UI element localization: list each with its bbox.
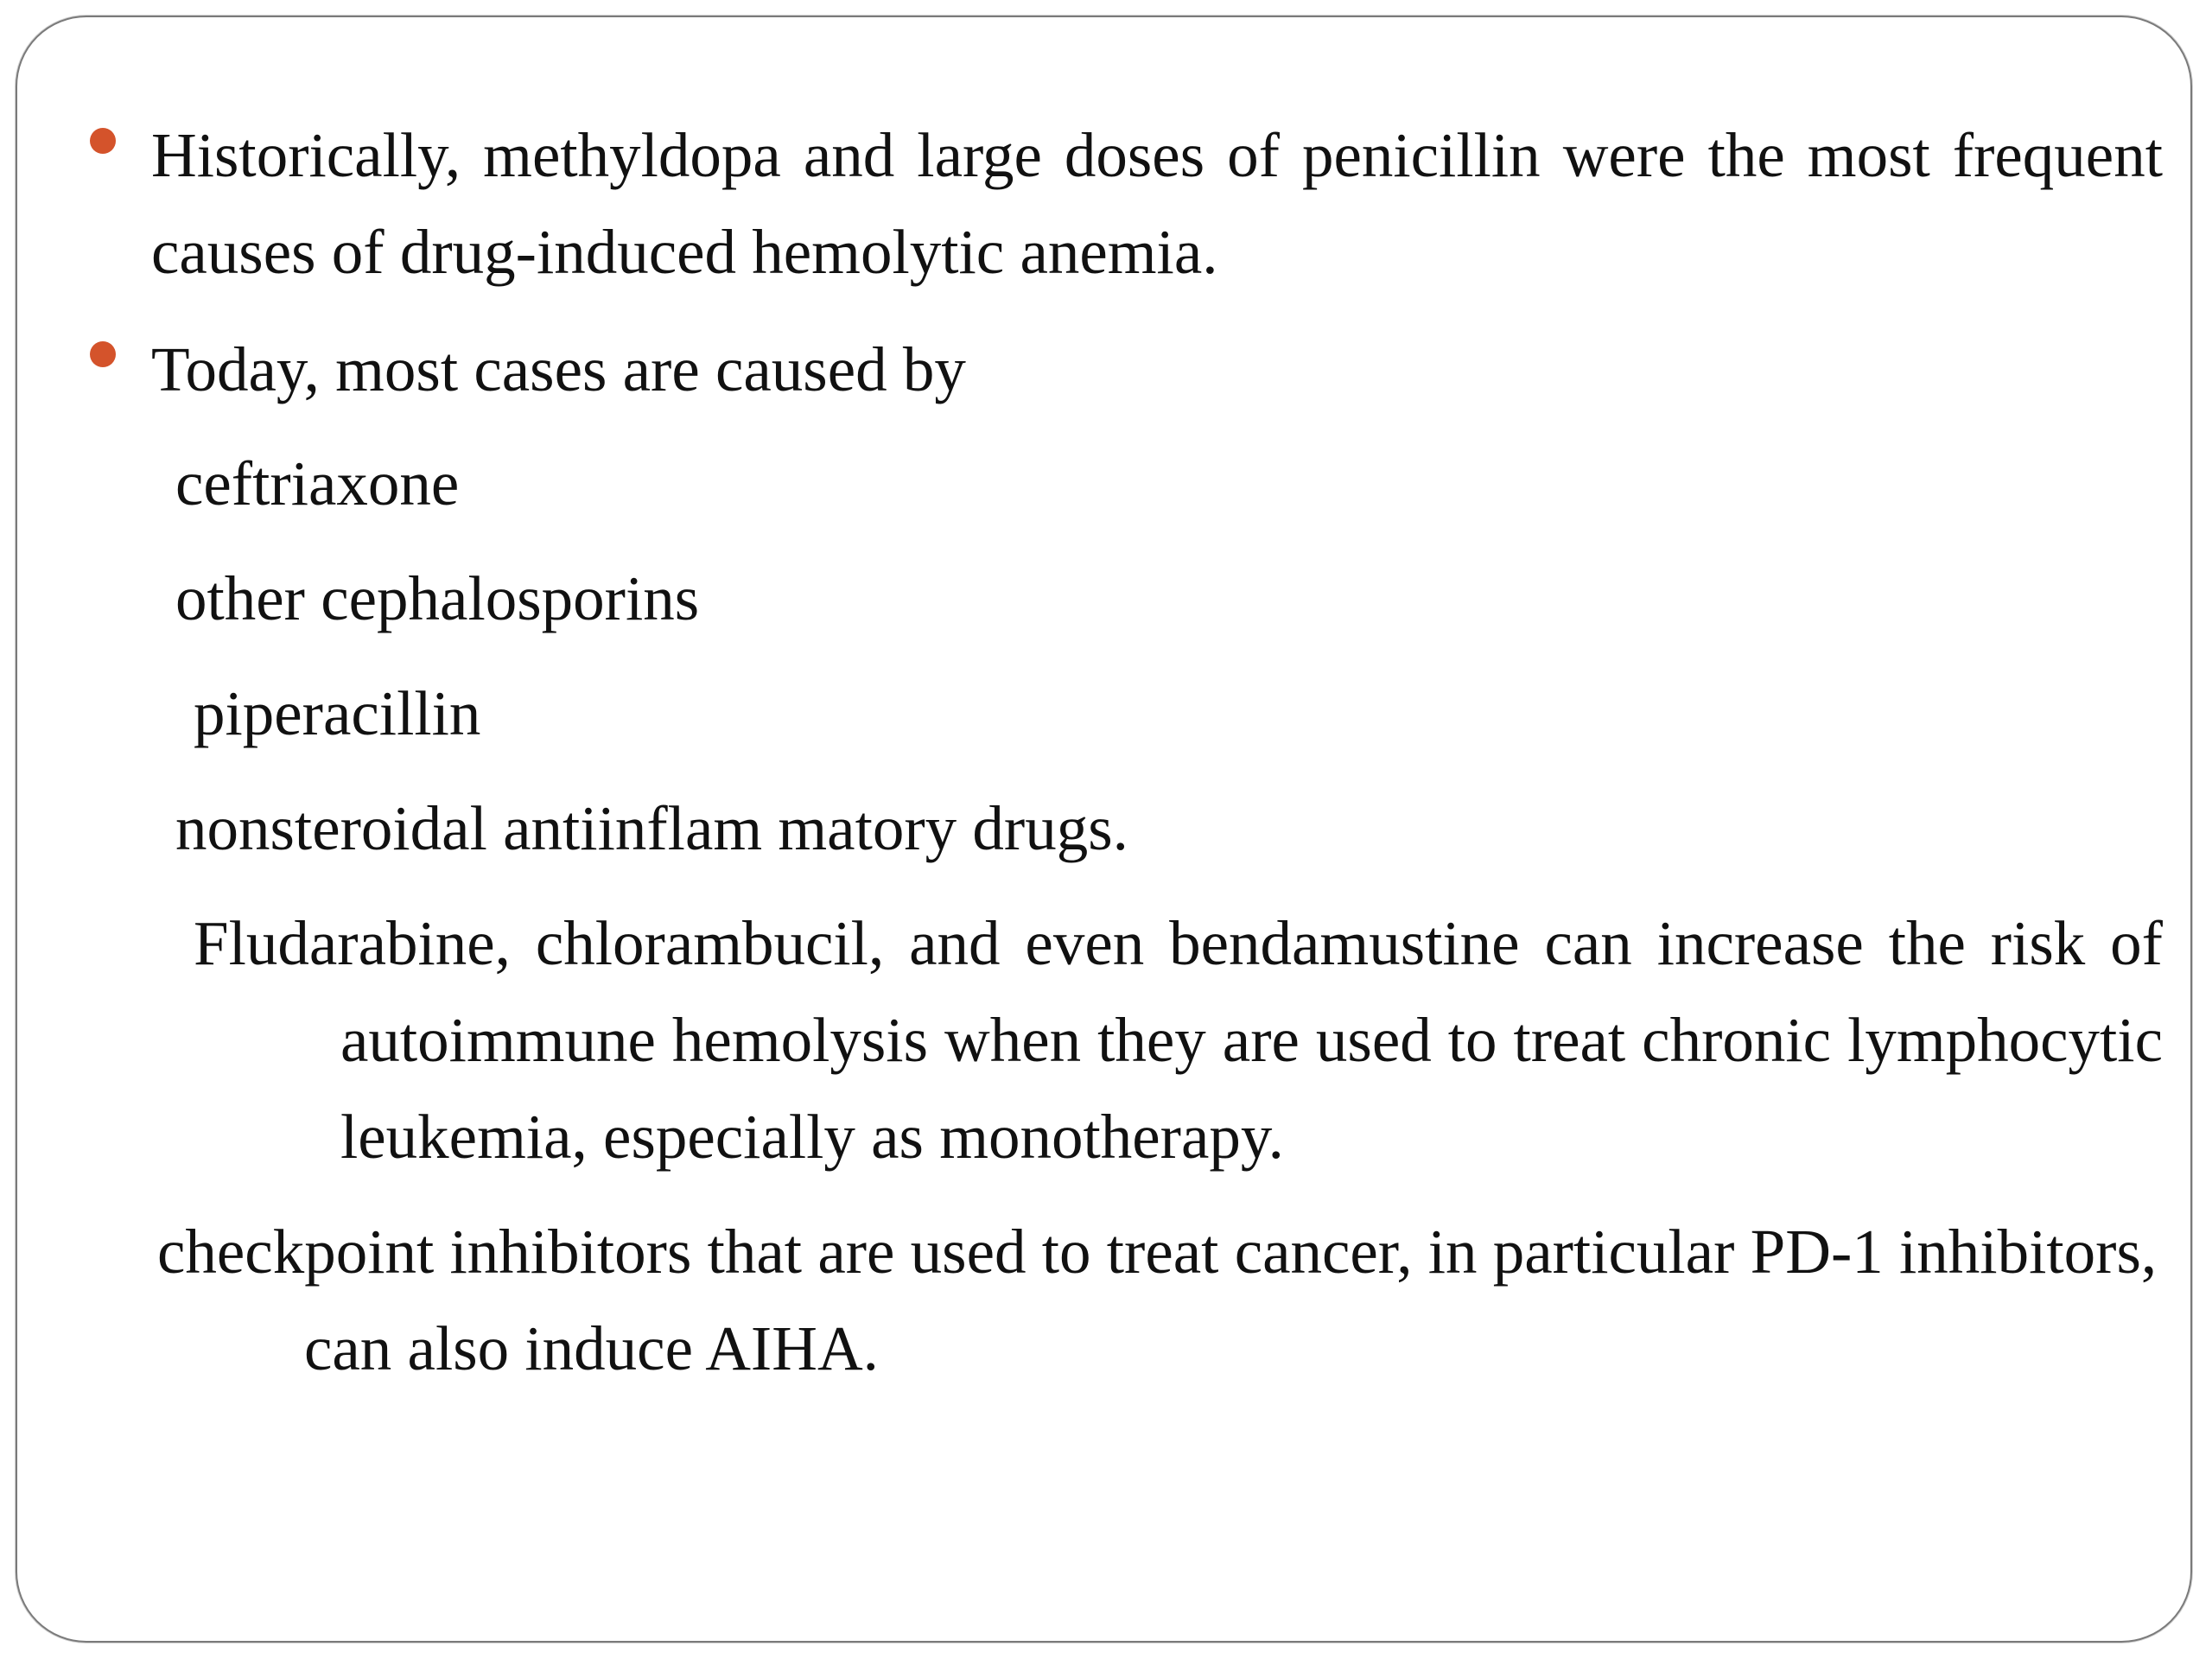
bullet-icon [90,341,116,367]
drug-line-other-cephalosporins: other cephalosporins [175,563,700,633]
paragraph-fludarabine: Fludarabine, chlorambucil, and even bendamustine can increase the risk of autoimmune hemolysis when they are used to treat chronic lymphocytic leukemia, especially as monotherapy. [194,908,2163,1172]
slide-frame [16,16,2192,1643]
slide-content [17,17,2194,1644]
bullet-item-today: Today, most cases are caused by [151,334,966,404]
drug-line-piperacillin: piperacillin [194,678,481,748]
drug-line-ceftriaxone: ceftriaxone [175,448,460,518]
drug-line-nsaids: nonsteroidal antiinflam matory drugs. [175,793,1128,863]
bullet-item-historical: Historically, methyldopa and large doses of penicillin were the most frequent causes of drug-induced hemolytic anemia. [151,120,2163,287]
bullet-icon [90,128,116,154]
paragraph-checkpoint-inhibitors: checkpoint inhibitors that are used to treat cancer, in particular PD-1 inhibitors, can also induce AIHA. [157,1217,2158,1383]
